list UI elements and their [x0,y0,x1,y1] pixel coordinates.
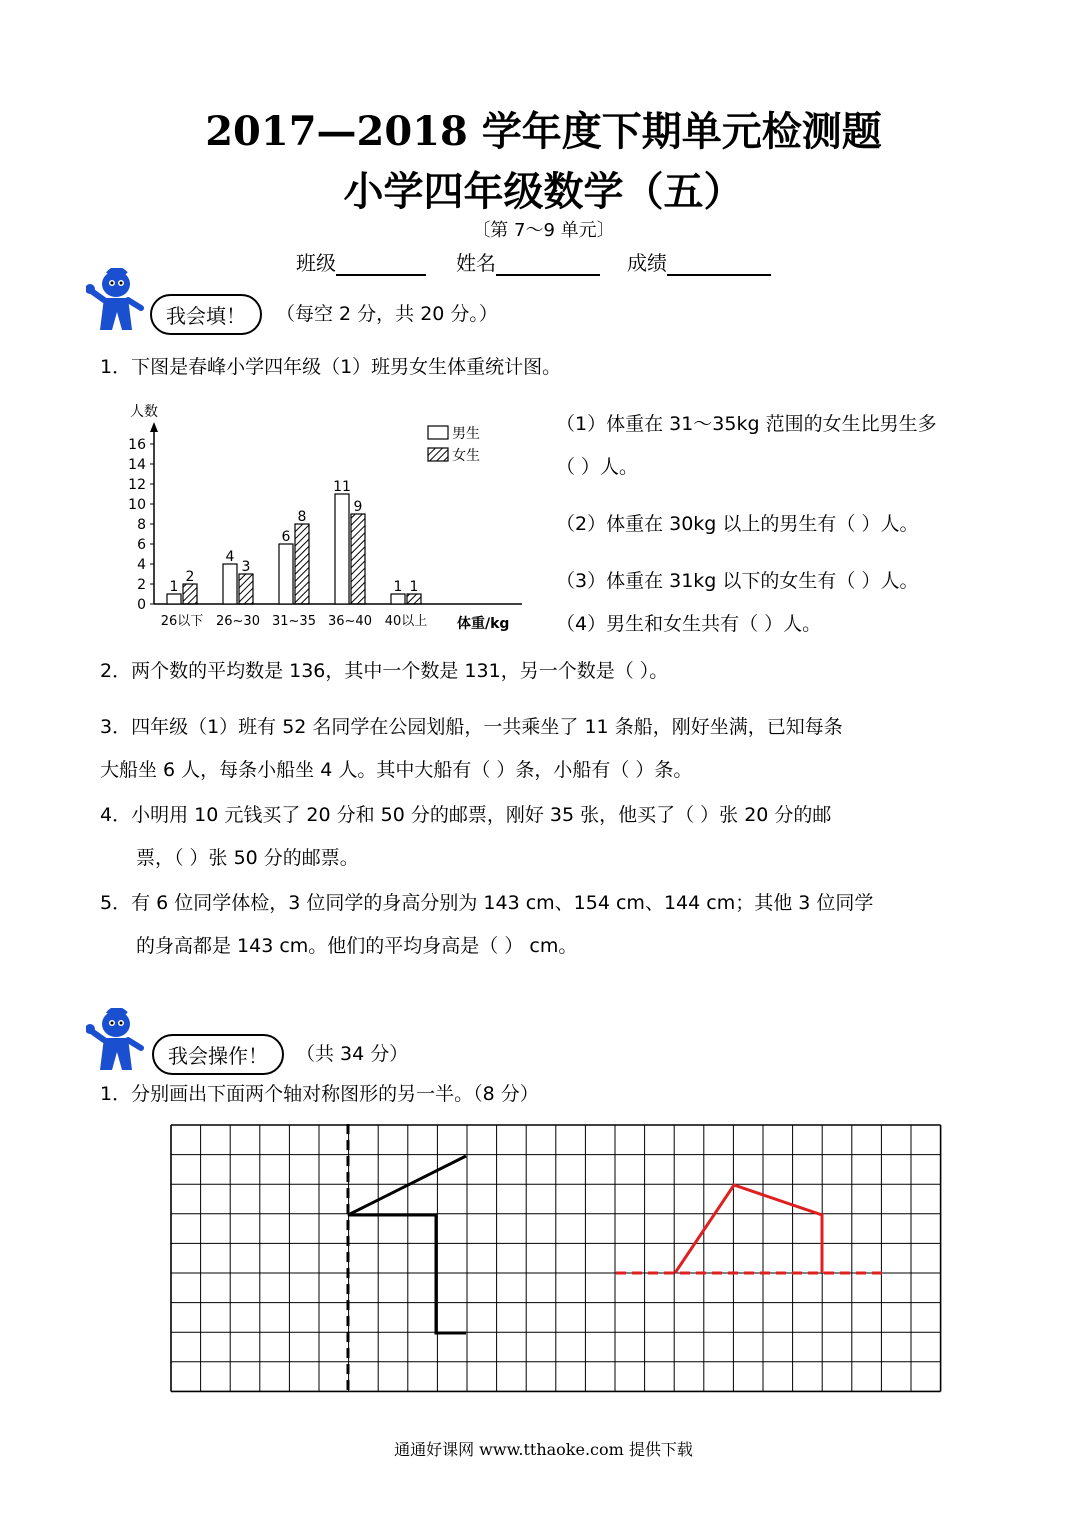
name-field [456,247,600,276]
x-axis-label: 体重/kg [457,616,510,632]
unit-range: 〔第 7～9 单元〕 [472,220,615,241]
y-axis-arrow [150,422,158,432]
bar-boys [167,594,181,604]
question-1-2: （2）体重在 30kg 以上的男生有（ ）人。 [556,513,919,535]
x-tick-label: 40以上 [384,614,428,629]
bar-value-label: 4 [225,549,235,565]
bar-boys [391,594,405,604]
class-field [296,247,426,276]
section2-bubble [152,1034,284,1075]
symmetry-grid [170,1124,944,1394]
bar-girls [407,594,421,604]
bar-value-label: 11 [333,479,351,495]
legend-girls-label: 女生 [452,448,480,464]
section1-note: （每空 2 分，共 20 分。） [276,303,498,325]
bar-value-label: 1 [169,579,179,595]
bar-value-label: 6 [281,529,291,545]
x-tick-label: 36~40 [328,614,372,629]
y-tick-label: 4 [137,557,146,573]
question-5-line2: 的身高都是 143 cm。他们的平均身高是（ ） cm。 [136,935,578,957]
name-blank[interactable] [496,252,600,276]
y-tick-label: 14 [128,457,146,473]
legend-boys-label: 男生 [452,426,480,442]
bar-boys [279,544,293,604]
bar-boys [223,564,237,604]
bar-girls [295,524,309,604]
bar-value-label: 1 [393,579,403,595]
score-blank[interactable] [667,252,771,276]
half-figure-left [348,1156,466,1333]
half-figure-right [675,1185,822,1273]
question-6: 1．分别画出下面两个轴对称图形的另一半。（8 分） [100,1083,539,1105]
name-label: 姓名 [456,251,496,275]
question-4-line1: 4．小明用 10 元钱买了 20 分和 50 分的邮票，刚好 35 张，他买了（ ）张 20 分的邮 [100,804,832,826]
section2-bubble-text: 我会操作！ [168,1044,268,1068]
y-tick-label: 2 [137,577,146,593]
y-tick-label: 8 [137,517,146,533]
question-3-line1: 3．四年级（1）班有 52 名同学在公园划船，一共乘坐了 11 条船，刚好坐满，已知每条 [100,716,843,738]
bar-value-label: 2 [185,569,195,585]
section1-bubble [150,294,262,335]
bar-value-label: 9 [353,499,363,515]
legend-boys-swatch [428,426,448,439]
mascot-icon [86,268,148,338]
question-4-line2: 票，（ ）张 50 分的邮票。 [136,847,359,869]
page-title: 2017—2018 学年度下期单元检测题 [205,108,882,155]
footer: 通通好课网 www.tthaoke.com 提供下载 [394,1440,693,1459]
y-tick-label: 10 [128,497,146,513]
question-1-3: （3）体重在 31kg 以下的女生有（ ）人。 [556,570,919,592]
bar-boys [335,494,349,604]
question-1-4: （4）男生和女生共有（ ）人。 [556,613,822,635]
question-2: 2．两个数的平均数是 136，其中一个数是 131，另一个数是（ ）。 [100,660,669,682]
question-5-line1: 5．有 6 位同学体检，3 位同学的身高分别为 143 cm、154 cm、144 cm；其他 3 位同学 [100,892,874,914]
bar-value-label: 1 [409,579,419,595]
class-label: 班级 [296,251,336,275]
class-blank[interactable] [336,252,426,276]
question-1-1-line2: （ ）人。 [556,456,639,478]
y-tick-label: 0 [137,597,146,613]
y-tick-label: 6 [137,537,146,553]
y-tick-label: 16 [128,437,146,453]
weight-bar-chart [112,396,532,640]
section2-note: （共 34 分） [296,1043,409,1065]
bar-girls [239,574,253,604]
y-tick-label: 12 [128,477,146,493]
legend-girls-swatch [428,448,448,461]
grid-lines [171,1125,941,1391]
x-tick-label: 31~35 [272,614,316,629]
x-tick-label: 26~30 [216,614,260,629]
question-3-line2: 大船坐 6 人，每条小船坐 4 人。其中大船有（ ）条，小船有（ ）条。 [100,759,693,781]
y-axis-label: 人数 [130,404,158,420]
section1-bubble-text: 我会填！ [166,304,246,328]
bar-girls [351,514,365,604]
x-tick-label: 26以下 [160,614,204,629]
question-1-1-line1: （1）体重在 31～35kg 范围的女生比男生多 [556,413,937,435]
page-subtitle: 小学四年级数学（五） [343,168,744,215]
bar-value-label: 8 [297,509,307,525]
bar-value-label: 3 [241,559,251,575]
bar-girls [183,584,197,604]
score-label: 成绩 [627,251,667,275]
score-field [627,247,771,276]
question-1: 1．下图是春峰小学四年级（1）班男女生体重统计图。 [100,356,562,378]
mascot-icon [86,1008,148,1078]
